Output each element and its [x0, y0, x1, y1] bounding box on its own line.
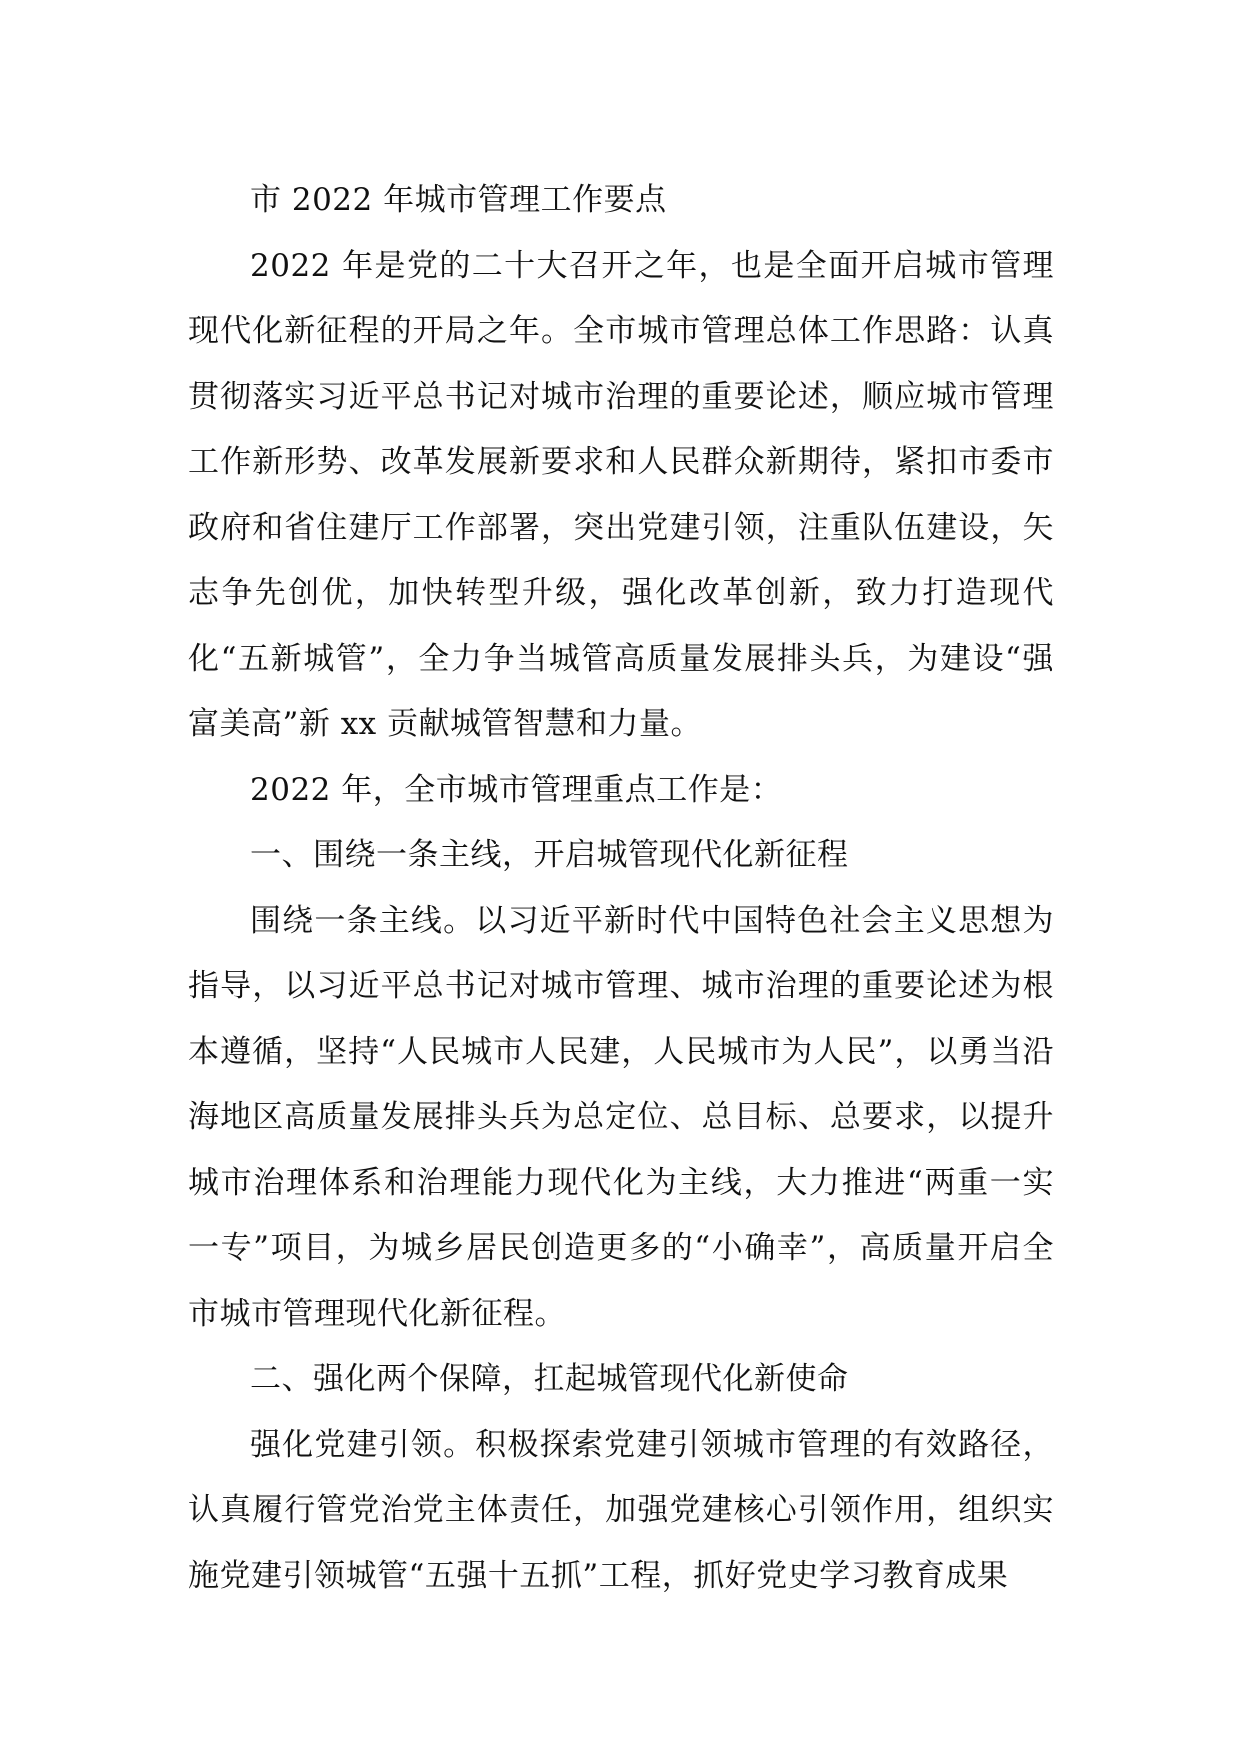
- paragraph-party-building: 强化党建引领。积极探索党建引领城市管理的有效路径，认真履行管党治党主体责任，加强党建核心引领作用，组织实施党建引领城管“五强十五抓”工程，抓好党史学习教育成果: [188, 1426, 1054, 1594]
- document-body: [188, 168, 1054, 1609]
- paragraph-main-line: 围绕一条主线。以习近平新时代中国特色社会主义思想为指导，以习近平总书记对城市管理、城市治理的重要论述为根本遵循，坚持“人民城市人民建，人民城市为人民”，以勇当沿海地区高质量发展排头兵为总定位、总目标、总要求，以提升城市治理体系和治理能力现代化为主线，大力推进“两重一实一专”项目，为城乡居民创造更多的“小确幸”，高质量开启全市城市管理现代化新征程。: [188, 902, 1054, 1332]
- document-title: 市 2022 年城市管理工作要点: [250, 182, 667, 218]
- paragraph-key-work-intro: 2022 年，全市城市管理重点工作是：: [250, 771, 783, 808]
- section-heading-1: 一、围绕一条主线，开启城管现代化新征程: [250, 837, 849, 873]
- section-heading-2: 二、强化两个保障，扛起城管现代化新使命: [250, 1361, 849, 1397]
- paragraph-intro: 2022 年是党的二十大召开之年，也是全面开启城市管理现代化新征程的开局之年。全市城市管理总体工作思路：认真贯彻落实习近平总书记对城市治理的重要论述，顺应城市管理工作新形势、改革发展新要求和人民群众新期待，紧扣市委市政府和省住建厅工作部署，突出党建引领，注重队伍建设，矢志争先创优，加快转型升级，强化改革创新，致力打造现代化“五新城管”，全力争当城管高质量发展排头兵，为建设“强富美高”新 xx 贡献城管智慧和力量。: [188, 247, 1054, 742]
